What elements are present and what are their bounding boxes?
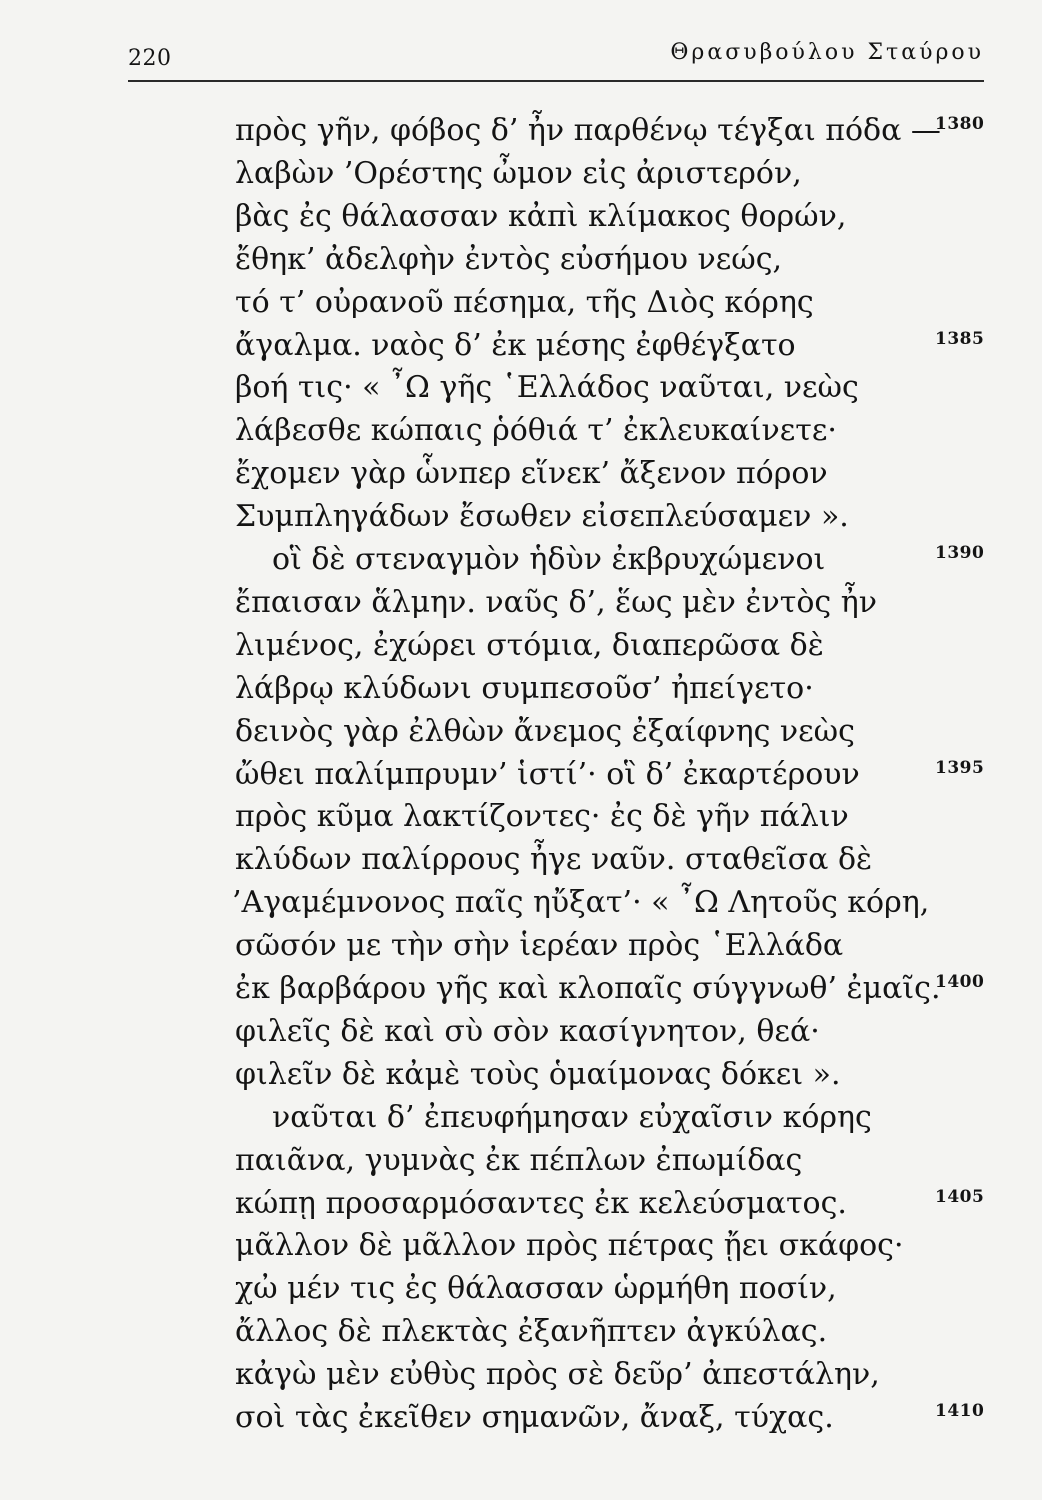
line-number: 1395	[935, 758, 985, 778]
verse-text: λαβὼν ’Ορέστης ὦμον εἰς ἀριστερόν,	[235, 156, 802, 191]
verse-text: ἔπαισαν ἅλμην. ναῦς δ’, ἕως μὲν ἐντὸς ἦν	[235, 585, 877, 620]
verse-text: κλύδων παλίρρους ἦγε ναῦν. σταθεῖσα δὲ	[235, 842, 873, 877]
line-number: 1380	[935, 114, 985, 134]
verse-line	[0, 153, 1042, 195]
verse-text: κώπῃ προσαρμόσαντες ἐκ κελεύσματος.	[235, 1186, 847, 1221]
verse-line	[0, 110, 1042, 152]
header-rule	[128, 80, 984, 82]
verse-line	[0, 796, 1042, 838]
verse-text: πρὸς κῦμα λακτίζοντες· ἐς δὲ γῆν πάλιν	[235, 799, 849, 834]
line-number: 1390	[935, 543, 985, 563]
verse-text: λιμένος, ἐχώρει στόμια, διαπερῶσα δὲ	[235, 628, 824, 663]
verse-text: λάβεσθε κώπαις ῥόθιά τ’ ἐκλευκαίνετε·	[235, 413, 837, 448]
verse-text: χὠ μέν τις ἐς θάλασσαν ὡρμήθη ποσίν,	[235, 1271, 837, 1306]
verse-text: δεινὸς γὰρ ἐλθὼν ἄνεμος ἐξαίφνης νεὼς	[235, 714, 855, 749]
verse-text: ὤθει παλίμπρυμν’ ἱστί’· οἳ δ’ ἐκαρτέρουν	[235, 757, 860, 792]
line-number: 1385	[935, 329, 985, 349]
verse-line	[0, 367, 1042, 409]
verse-line	[0, 196, 1042, 238]
verse-text: ’Αγαμέμνονος παῖς ηὔξατ’· « ῏Ω Λητοῦς κόρη,	[232, 885, 930, 920]
page-number: 220	[128, 46, 172, 71]
verse-line	[0, 1354, 1042, 1396]
verse-line	[0, 1225, 1042, 1267]
verse-line	[0, 1011, 1042, 1053]
verse-line	[0, 1311, 1042, 1353]
page-header	[128, 38, 984, 78]
verse-text: ἐκ βαρβάρου γῆς καὶ κλοπαῖς σύγγνωθ’ ἐμαῖς.	[235, 971, 941, 1006]
verse-line	[0, 625, 1042, 667]
verse-text: ἄγαλμα. ναὸς δ’ ἐκ μέσης ἐφθέγξατο	[235, 328, 796, 363]
verse-line	[0, 882, 1042, 924]
verse-text: βὰς ἐς θάλασσαν κἀπὶ κλίμακος θορών,	[235, 199, 847, 234]
verse-line	[0, 1268, 1042, 1310]
verse-text: πρὸς γῆν, φόβος δ’ ἦν παρθένῳ τέγξαι πόδα —	[235, 113, 941, 148]
verse-text: παιᾶνα, γυμνὰς ἐκ πέπλων ἐπωμίδας	[235, 1143, 803, 1178]
line-number: 1400	[935, 972, 985, 992]
verse-line	[0, 1097, 1042, 1139]
verse-line	[0, 282, 1042, 324]
verse-text: κἀγὼ μὲν εὐθὺς πρὸς σὲ δεῦρ’ ἀπεστάλην,	[235, 1357, 880, 1392]
verse-text: βοή τις· « ῏Ω γῆς ῾Ελλάδος ναῦται, νεὼς	[235, 370, 859, 405]
verse-line	[0, 582, 1042, 624]
verse-line	[0, 754, 1042, 796]
verse-text: τό τ’ οὐρανοῦ πέσημα, τῆς Διὸς κόρης	[235, 285, 814, 320]
verse-line	[0, 539, 1042, 581]
line-number: 1410	[935, 1401, 985, 1421]
verse-text: ἔχομεν γὰρ ὧνπερ εἵνεκ’ ἄξενον πόρον	[235, 456, 828, 491]
verse-text: ἄλλος δὲ πλεκτὰς ἐξανῆπτεν ἀγκύλας.	[235, 1314, 828, 1349]
verse-line	[0, 496, 1042, 538]
line-number: 1405	[935, 1187, 985, 1207]
verse-text: Συμπληγάδων ἔσωθεν εἰσεπλεύσαμεν ».	[235, 499, 849, 534]
verse-line	[0, 453, 1042, 495]
verse-line	[0, 1183, 1042, 1225]
verse-line	[0, 1140, 1042, 1182]
verse-text: οἳ δὲ στεναγμὸν ἡδὺν ἐκβρυχώμενοι	[272, 542, 826, 577]
verse-line	[0, 968, 1042, 1010]
verse-line	[0, 668, 1042, 710]
verse-text: λάβρῳ κλύδωνι συμπεσοῦσ’ ἠπείγετο·	[235, 671, 814, 706]
verse-line	[0, 839, 1042, 881]
verse-text: φιλεῖν δὲ κἀμὲ τοὺς ὁμαίμονας δόκει ».	[235, 1057, 841, 1092]
verse-line	[0, 1397, 1042, 1439]
verse-text: σοὶ τὰς ἐκεῖθεν σημανῶν, ἄναξ, τύχας.	[235, 1400, 834, 1435]
verse-text: μᾶλλον δὲ μᾶλλον πρὸς πέτρας ᾔει σκάφος·	[235, 1228, 904, 1263]
verse-text: ἔθηκ’ ἀδελφὴν ἐντὸς εὐσήμου νεώς,	[235, 242, 783, 277]
verse-text: σῶσόν με τὴν σὴν ἱερέαν πρὸς ῾Ελλάδα	[235, 928, 844, 963]
verse-line	[0, 239, 1042, 281]
verse-line	[0, 711, 1042, 753]
verse-line	[0, 325, 1042, 367]
verse-line	[0, 410, 1042, 452]
verse-text: ναῦται δ’ ἐπευφήμησαν εὐχαῖσιν κόρης	[272, 1100, 872, 1135]
running-head: Θρασυβούλου Σταύρου	[670, 40, 984, 65]
verse-line	[0, 925, 1042, 967]
verse-line	[0, 1054, 1042, 1096]
verse-text: φιλεῖς δὲ καὶ σὺ σὸν κασίγνητον, θεά·	[235, 1014, 820, 1049]
